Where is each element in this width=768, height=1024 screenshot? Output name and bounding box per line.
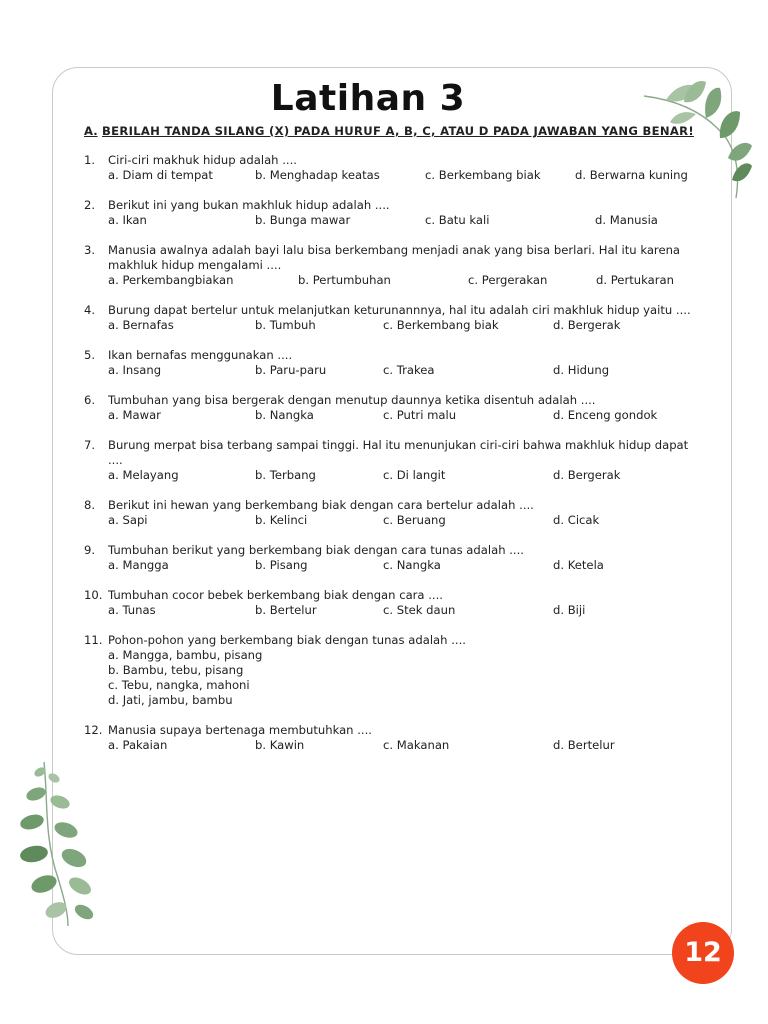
answer-options [84, 363, 704, 378]
question-header [84, 348, 704, 363]
answer-option[interactable]: a. Insang [108, 363, 162, 377]
question-item [84, 543, 704, 573]
question-text: Manusia supaya bertenaga membutuhkan .... [108, 723, 372, 737]
answer-options [84, 468, 704, 483]
answer-options [84, 273, 704, 288]
answer-option[interactable]: b. Menghadap keatas [255, 168, 380, 182]
answer-option[interactable]: c. Batu kali [425, 213, 490, 227]
page-title: Latihan 3 [270, 78, 466, 119]
question-number: 12. [84, 723, 103, 737]
question-header [84, 588, 704, 603]
question-number: 7. [84, 438, 96, 452]
answer-option[interactable]: b. Kelinci [255, 513, 308, 527]
question-item [84, 243, 704, 288]
question-number: 5. [84, 348, 96, 362]
instruction-text: BERILAH TANDA SILANG (X) PADA HURUF A, B, C, ATAU D PADA JAWABAN YANG BENAR! [102, 124, 694, 138]
answer-option[interactable]: c. Berkembang biak [383, 318, 499, 332]
answer-option[interactable]: b. Bambu, tebu, pisang [108, 663, 244, 677]
answer-option[interactable]: a. Diam di tempat [108, 168, 213, 182]
answer-options [84, 168, 704, 183]
question-text: Pohon-pohon yang berkembang biak dengan tunas adalah .... [108, 633, 466, 647]
question-item [84, 393, 704, 423]
answer-option[interactable]: c. Makanan [383, 738, 450, 752]
question-text: Tumbuhan yang bisa bergerak dengan menutup daunnya ketika disentuh adalah .... [108, 393, 596, 407]
question-number: 6. [84, 393, 96, 407]
answer-option[interactable]: d. Ketela [553, 558, 604, 572]
answer-option[interactable]: b. Terbang [255, 468, 316, 482]
answer-options [84, 318, 704, 333]
answer-option[interactable]: a. Tunas [108, 603, 156, 617]
answer-options [84, 513, 704, 528]
answer-option[interactable]: d. Bergerak [553, 318, 621, 332]
page-number-badge: 12 [672, 922, 734, 984]
question-list [84, 153, 704, 753]
question-item [84, 153, 704, 183]
question-text: Berikut ini yang bukan makhluk hidup adalah .... [108, 198, 390, 212]
instruction-label: A. [84, 124, 98, 138]
answer-option[interactable]: c. Tebu, nangka, mahoni [108, 678, 250, 692]
answer-option[interactable]: c. Beruang [383, 513, 446, 527]
question-item [84, 198, 704, 228]
answer-options [84, 648, 704, 708]
answer-option[interactable]: d. Bergerak [553, 468, 621, 482]
question-number: 3. [84, 243, 96, 257]
answer-option[interactable]: b. Tumbuh [255, 318, 316, 332]
question-number: 1. [84, 153, 96, 167]
question-header [84, 723, 704, 738]
leaf-branch-bottom-left-icon [14, 758, 100, 928]
question-item [84, 348, 704, 378]
answer-option[interactable]: b. Pertumbuhan [298, 273, 391, 287]
answer-option[interactable]: d. Berwarna kuning [575, 168, 688, 182]
answer-option[interactable]: d. Cicak [553, 513, 600, 527]
answer-options [84, 558, 704, 573]
answer-options [84, 603, 704, 618]
question-text: Berikut ini hewan yang berkembang biak dengan cara bertelur adalah .... [108, 498, 534, 512]
answer-option[interactable]: c. Stek daun [383, 603, 456, 617]
answer-option[interactable]: c. Pergerakan [468, 273, 548, 287]
answer-option[interactable]: c. Nangka [383, 558, 441, 572]
answer-option[interactable]: b. Pisang [255, 558, 308, 572]
question-text: Ikan bernafas menggunakan .... [108, 348, 293, 362]
answer-option[interactable]: a. Melayang [108, 468, 179, 482]
question-header [84, 543, 704, 558]
answer-options [84, 408, 704, 423]
answer-option[interactable]: d. Jati, jambu, bambu [108, 693, 233, 707]
answer-option[interactable]: a. Pakaian [108, 738, 168, 752]
question-text: Tumbuhan berikut yang berkembang biak dengan cara tunas adalah .... [108, 543, 524, 557]
question-header [84, 633, 704, 648]
question-item [84, 588, 704, 618]
question-text: Manusia awalnya adalah bayi lalu bisa berkembang menjadi anak yang bisa berlari. Hal itu karena makhluk hidup mengalami .... [108, 243, 681, 272]
answer-option[interactable]: c. Trakea [383, 363, 435, 377]
question-number: 4. [84, 303, 96, 317]
answer-option[interactable]: c. Putri malu [383, 408, 457, 422]
answer-option[interactable]: d. Enceng gondok [553, 408, 658, 422]
answer-option[interactable]: d. Manusia [595, 213, 658, 227]
question-text: Ciri-ciri makhuk hidup adalah .... [108, 153, 297, 167]
answer-option[interactable]: a. Sapi [108, 513, 148, 527]
question-text: Tumbuhan cocor bebek berkembang biak dengan cara .... [108, 588, 443, 602]
question-header [84, 243, 704, 273]
question-header [84, 393, 704, 408]
question-header [84, 438, 704, 468]
answer-options [84, 738, 704, 753]
question-number: 11. [84, 633, 103, 647]
question-header [84, 153, 704, 168]
question-number: 8. [84, 498, 96, 512]
answer-option[interactable]: b. Paru-paru [255, 363, 327, 377]
question-number: 9. [84, 543, 96, 557]
answer-option[interactable]: d. Pertukaran [596, 273, 674, 287]
question-item [84, 438, 704, 483]
answer-option[interactable]: a. Mangga [108, 558, 169, 572]
question-header [84, 498, 704, 513]
answer-option[interactable]: a. Perkembangbiakan [108, 273, 234, 287]
answer-option[interactable]: c. Di langit [383, 468, 446, 482]
question-item [84, 633, 704, 708]
answer-option[interactable]: a. Ikan [108, 213, 147, 227]
answer-option[interactable]: d. Biji [553, 603, 586, 617]
answer-option[interactable]: b. Nangka [255, 408, 314, 422]
question-number: 2. [84, 198, 96, 212]
question-item [84, 723, 704, 753]
question-header [84, 198, 704, 213]
answer-option[interactable]: d. Hidung [553, 363, 610, 377]
instruction [84, 124, 704, 139]
question-header [84, 303, 704, 318]
question-item [84, 303, 704, 333]
answer-option[interactable]: a. Mawar [108, 408, 161, 422]
exercise-content [84, 124, 704, 768]
question-text: Burung merpat bisa terbang sampai tinggi. Hal itu menunjukan ciri-ciri bahwa makhluk hidup dapat .... [108, 438, 689, 467]
answer-option[interactable]: d. Bertelur [553, 738, 615, 752]
question-item [84, 498, 704, 528]
answer-option[interactable]: b. Bunga mawar [255, 213, 351, 227]
question-number: 10. [84, 588, 103, 602]
answer-option[interactable]: a. Mangga, bambu, pisang [108, 648, 263, 662]
question-text: Burung dapat bertelur untuk melanjutkan keturunannnya, hal itu adalah ciri makhluk hidup yaitu .... [108, 303, 691, 317]
answer-option[interactable]: b. Bertelur [255, 603, 317, 617]
answer-option[interactable]: b. Kawin [255, 738, 305, 752]
answer-options [84, 213, 704, 228]
answer-option[interactable]: a. Bernafas [108, 318, 174, 332]
answer-option[interactable]: c. Berkembang biak [425, 168, 541, 182]
